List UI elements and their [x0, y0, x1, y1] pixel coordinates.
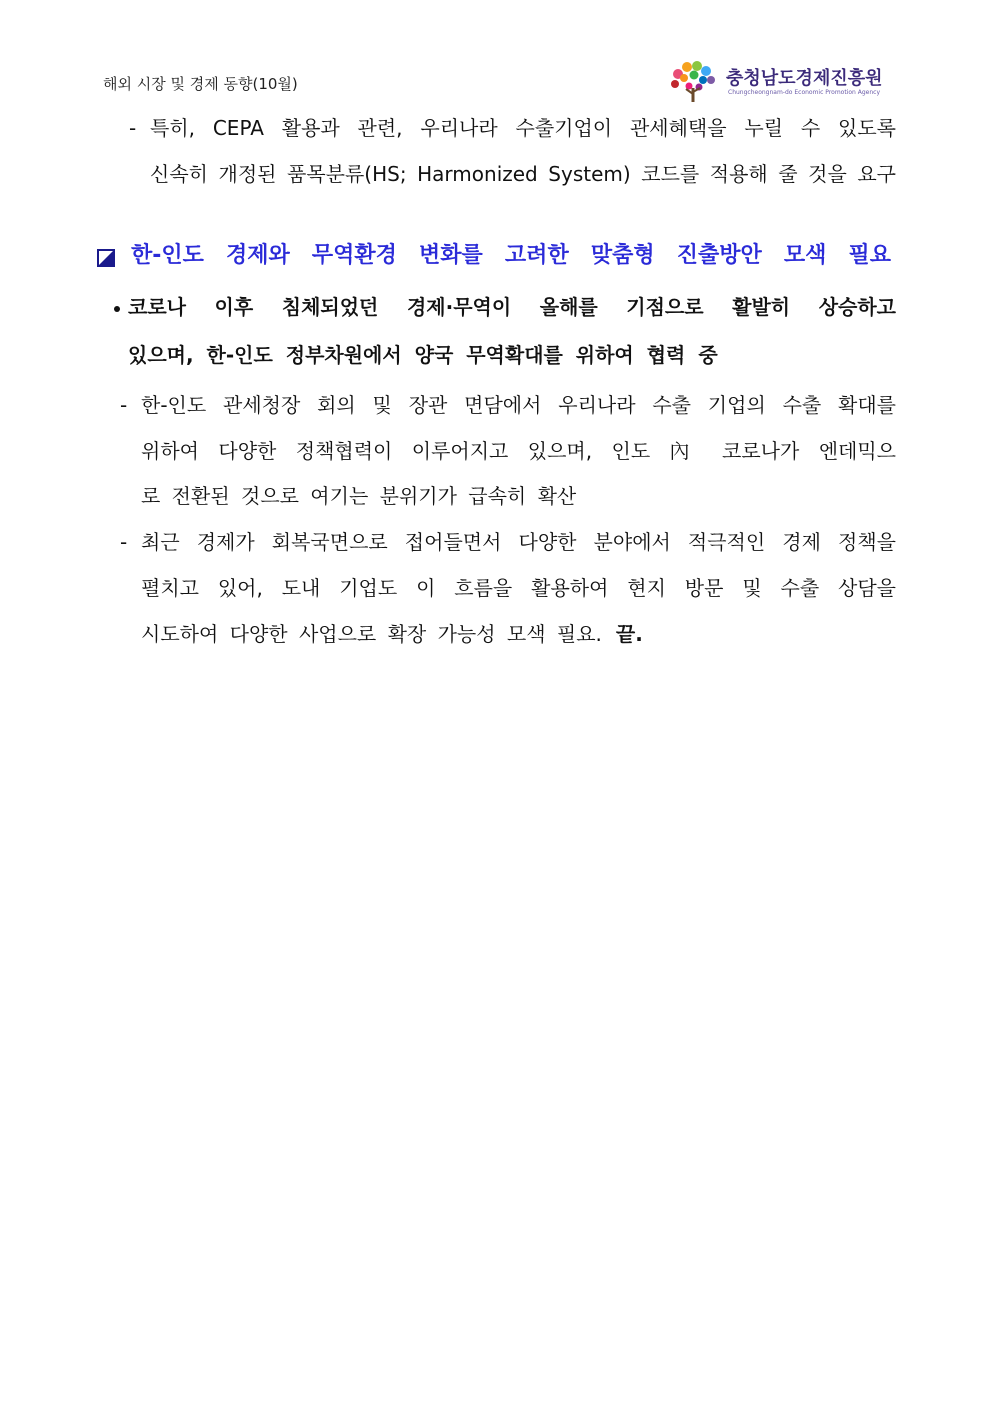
end-mark: 끝. [615, 622, 643, 646]
section-heading [97, 241, 897, 273]
agency-logo-name: 충청남도경제진흥원 [726, 68, 883, 89]
list-item-text-line: 최근 경제가 회복국면으로 접어들면서 다양한 분야에서 적극적인 경제 정책을 [141, 530, 896, 554]
list-dash: - [120, 530, 128, 554]
agency-logo [668, 60, 898, 104]
list-dash: - [129, 116, 137, 140]
list-item-text-line: 위하여 다양한 정책협력이 이루어지고 있으며, 인도 內 코로나가 엔데믹으 [141, 439, 896, 463]
agency-logo-subtitle: Chungcheongnam-do Economic Promotion Agency [728, 89, 881, 96]
bullet-text-line: 있으며, 한-인도 정부차원에서 양국 무역확대를 위하여 협력 중 [128, 343, 718, 367]
list-dash: - [120, 393, 128, 417]
list-item-text-line: 신속히 개정된 품목분류(HS; Harmonized System) 코드를 적용해 줄 것을 요구 [150, 162, 896, 186]
page-header [0, 0, 992, 110]
list-item-text-line: 펼치고 있어, 도내 기업도 이 흐름을 활용하여 현지 방문 및 수출 상담을 [141, 576, 896, 600]
bullet-text-line: 코로나 이후 침체되었던 경제·무역이 올해를 기점으로 활발히 상승하고 [128, 295, 896, 319]
document-header-title: 해외 시장 및 경제 동향(10월) [103, 75, 298, 93]
list-item-last-line [141, 620, 643, 648]
list-item-text-line: 특히, CEPA 활용과 관련, 우리나라 수출기업이 관세혜택을 누릴 수 있도록 [150, 116, 896, 140]
list-item-text-line: 한-인도 관세청장 회의 및 장관 면담에서 우리나라 수출 기업의 수출 확대를 [141, 393, 896, 417]
list-item-text-line: 시도하여 다양한 사업으로 확장 가능성 모색 필요. [141, 622, 602, 646]
list-item-text-line: 로 전환된 것으로 여기는 분위기가 급속히 확산 [141, 484, 577, 508]
agency-logo-mark-icon [668, 60, 718, 104]
section-heading-text: 한-인도 경제와 무역환경 변화를 고려한 맞춤형 진출방안 모색 필요 [131, 243, 891, 268]
section-marker-icon [97, 249, 115, 267]
bullet-dot-icon [114, 306, 120, 312]
